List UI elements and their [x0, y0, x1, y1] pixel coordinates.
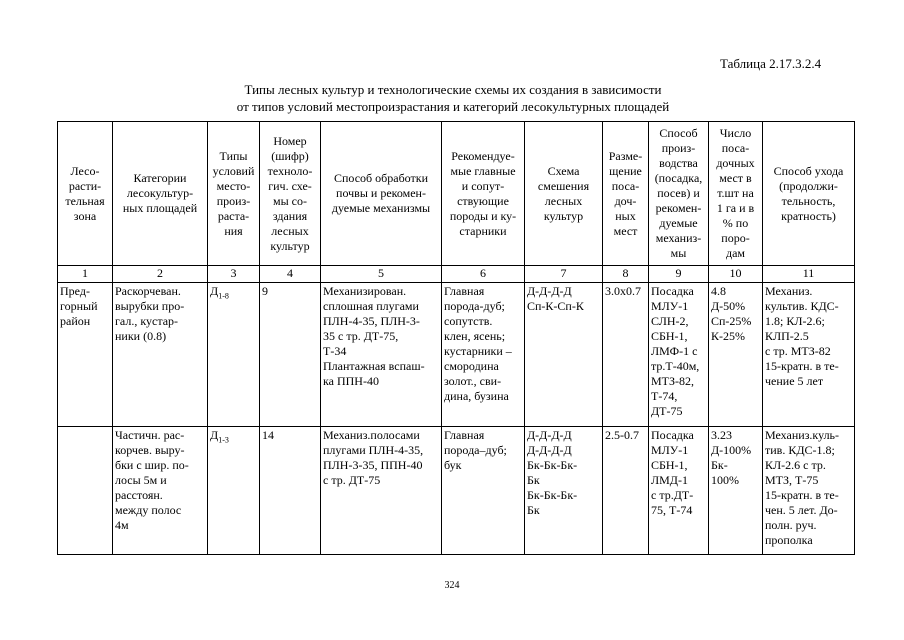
table-row [58, 427, 855, 555]
header-category: Категории лесокультур- ных площадей [113, 122, 208, 266]
header-mixing-scheme: Схема смешения лесных культур [525, 122, 603, 266]
cell-species: Главная порода-дуб; сопутств. клен, ясень; кустарники – смородина золот., сви- дина, бузина [442, 283, 525, 427]
forest-culture-table [57, 121, 855, 555]
header-planting-count: Число поса- дочных мест в т.шт на 1 га и в % по поро- дам [709, 122, 763, 266]
site-type-main: Д [210, 428, 219, 442]
column-number: 9 [649, 266, 709, 283]
cell-soil-treatment: Механизирован. сплошная плугами ПЛН-4-35, ПЛН-3- 35 с тр. ДТ-75, Т-34 Плантажная вспаш- ка ППН-40 [321, 283, 442, 427]
column-number: 8 [603, 266, 649, 283]
cell-species: Главная порода–дуб; бук [442, 427, 525, 555]
cell-scheme-number: 14 [260, 427, 321, 555]
header-production-method: Способ произ- водства (посадка, посев) и рекомен- дуемые механиз- мы [649, 122, 709, 266]
cell-scheme-number: 9 [260, 283, 321, 427]
table-row [58, 283, 855, 427]
column-number: 10 [709, 266, 763, 283]
column-number: 1 [58, 266, 113, 283]
cell-category: Частичн. рас- корчев. выру- бки с шир. по- лосы 5м и расстоян. между полос 4м [113, 427, 208, 555]
header-site-type: Типы условий место- произ- раста- ния [208, 122, 260, 266]
header-care-method: Способ ухода (продолжи- тельность, кратность) [763, 122, 855, 266]
cell-production-method: Посадка МЛУ-1 СБН-1, ЛМД-1 с тр.ДТ- 75, Т-74 [649, 427, 709, 555]
column-number: 5 [321, 266, 442, 283]
page-number: 324 [444, 580, 460, 591]
table-reference: Таблица 2.17.3.2.4 [720, 56, 822, 71]
cell-placement: 3.0х0.7 [603, 283, 649, 427]
cell-care-method: Механиз.куль- тив. КДС-1.8; КЛ-2.6 с тр. МТЗ, Т-75 15-кратн. в те- чен. 5 лет. До- полн. руч. прополка [763, 427, 855, 555]
cell-mixing-scheme: Д-Д-Д-Д Сп-К-Сп-К [525, 283, 603, 427]
site-type-main: Д [210, 284, 219, 298]
column-number: 3 [208, 266, 260, 283]
header-placement: Разме- щение поса- доч- ных мест [603, 122, 649, 266]
cell-planting-count: 4.8 Д-50% Сп-25% К-25% [709, 283, 763, 427]
header-soil-treatment: Способ обработки почвы и рекомен- дуемые механизмы [321, 122, 442, 266]
cell-production-method: Посадка МЛУ-1 СЛН-2, СБН-1, ЛМФ-1 с тр.Т-40м, МТЗ-82, Т-74, ДТ-75 [649, 283, 709, 427]
header-species: Рекомендуе- мые главные и сопут- ствующие породы и ку- старники [442, 122, 525, 266]
table-title-line-2: от типов условий местопроизрастания и категорий лесокультурных площадей [236, 99, 670, 114]
column-number: 11 [763, 266, 855, 283]
site-type-sub: 1-8 [218, 291, 229, 301]
column-number: 2 [113, 266, 208, 283]
cell-mixing-scheme: Д-Д-Д-Д Д-Д-Д-Д Бк-Бк-Бк- Бк Бк-Бк-Бк- Бк [525, 427, 603, 555]
cell-care-method: Механиз. культив. КДС- 1.8; КЛ-2.6; КЛП-2.5 с тр. МТЗ-82 15-кратн. в те- чение 5 лет [763, 283, 855, 427]
cell-placement: 2.5-0.7 [603, 427, 649, 555]
site-type-sub: 1-3 [218, 435, 229, 445]
cell-category: Раскорчеван. вырубки про- гал., кустар- ники (0.8) [113, 283, 208, 427]
table-title-line-1: Типы лесных культур и технологические схемы их создания в зависимости [244, 82, 662, 97]
header-scheme-number: Номер (шифр) техноло- гич. схе- мы со- здания лесных культур [260, 122, 321, 266]
cell-planting-count: 3.23 Д-100% Бк- 100% [709, 427, 763, 555]
header-row [58, 122, 855, 266]
column-number: 6 [442, 266, 525, 283]
table-title [150, 81, 756, 115]
column-number: 7 [525, 266, 603, 283]
cell-zone: Пред- горный район [58, 283, 113, 427]
cell-zone [58, 427, 113, 555]
column-number-row [58, 266, 855, 283]
cell-site-type [208, 283, 260, 427]
cell-site-type [208, 427, 260, 555]
cell-soil-treatment: Механиз.полосами плугами ПЛН-4-35, ПЛН-3-35, ППН-40 с тр. ДТ-75 [321, 427, 442, 555]
header-zone: Лесо- расти- тельная зона [58, 122, 113, 266]
column-number: 4 [260, 266, 321, 283]
